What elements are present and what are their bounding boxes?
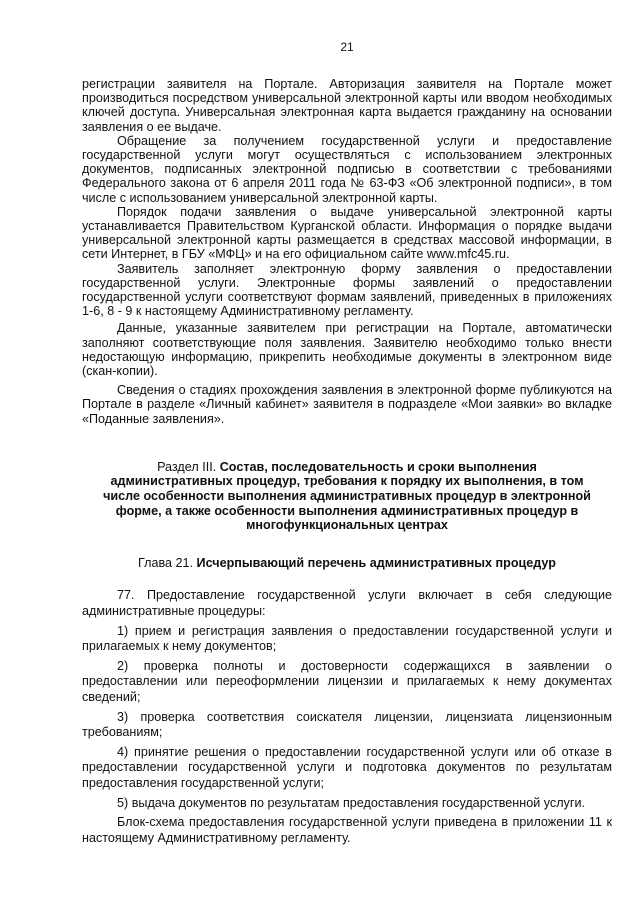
chapter-heading: [82, 556, 612, 571]
paragraph-portal-registration: регистрации заявителя на Портале. Авторизация заявителя на Портале может производиться посредством универсальной электронной карты или вводом необходимых ключей доступа. Универсальная электронная карта выдается гражданину на основании заявления о ее выдаче.: [82, 77, 612, 134]
list-item: 2) проверка полноты и достоверности содержащихся в заявлении о предоставлении или переоформлении лицензии и прилагаемых к нему документах сведений;: [82, 658, 612, 704]
document-page: [82, 40, 612, 846]
section-prefix: Раздел III.: [157, 459, 220, 474]
chapter-title: Исчерпывающий перечень административных процедур: [196, 555, 556, 570]
list-item: 5) выдача документов по результатам предоставления государственной услуги.: [117, 795, 585, 810]
section-heading: [82, 460, 612, 533]
list-item: 1) прием и регистрация заявления о предоставлении государственной услуги и прилагаемых к нему документов;: [82, 623, 612, 654]
paragraph-status-info: Сведения о стадиях прохождения заявления в электронной форме публикуются на Портале в разделе «Личный кабинет» заявителя в подразделе «Мои заявки» во вкладке «Поданные заявления».: [82, 383, 612, 426]
paragraph-electronic-signature: Обращение за получением государственной услуги и предоставление государственной услуги могут осуществляться с использованием электронных документов, подписанных электронной подписью в соответствии с требованиями Федерального закона от 6 апреля 2011 года № 63-ФЗ «Об электронной подписи», в том числе с использованием универсальной электронной карты.: [82, 133, 612, 205]
paragraph-card-order: Порядок подачи заявления о выдаче универсальной электронной карты устанавливается Правительством Курганской области. Информация о порядке выдачи универсальной электронной карты размещается в средствах массовой информации, в сети Интернет, в ГБУ «МФЦ» и на его официальном сайте www.mfc45.ru.: [82, 204, 612, 262]
paragraph-autofill: Данные, указанные заявителем при регистрации на Портале, автоматически заполняют соответствующие поля заявления. Заявителю необходимо только внести недостающую информацию, прикрепить необходимые документы в электронном виде (скан-копии).: [82, 321, 612, 379]
list-item: 77. Предоставление государственной услуги включает в себя следующие административные процедуры:: [82, 588, 612, 619]
list-item: Блок-схема предоставления государственной услуги приведена в приложении 11 к настоящему Административному регламенту.: [82, 815, 612, 845]
section-title: Состав, последовательность и сроки выполнения административных процедур, требования к порядку их выполнения, в том числе особенности выполнения административных процедур в электронной форме, а также особенности выполнения административных процедур в многофункциональных центрах: [103, 459, 591, 533]
list-item: 3) проверка соответствия соискателя лицензии, лицензиата лицензионным требованиям;: [82, 709, 612, 740]
chapter-prefix: Глава 21.: [138, 555, 197, 570]
list-item: 4) принятие решения о предоставлении государственной услуги или об отказе в предоставлении государственной услуги и подготовка документов по результатам предоставления государственной услуги;: [82, 744, 612, 790]
procedures-list: [82, 588, 612, 846]
paragraph-electronic-form: Заявитель заполняет электронную форму заявления о предоставлении государственной услуги. Электронные формы заявлений о предоставлении государственной услуги соответствуют формам заявлений, приведенных в приложениях 1-6, 8 - 9 к настоящему Административному регламенту.: [82, 261, 612, 319]
page-number: 21: [340, 40, 354, 54]
